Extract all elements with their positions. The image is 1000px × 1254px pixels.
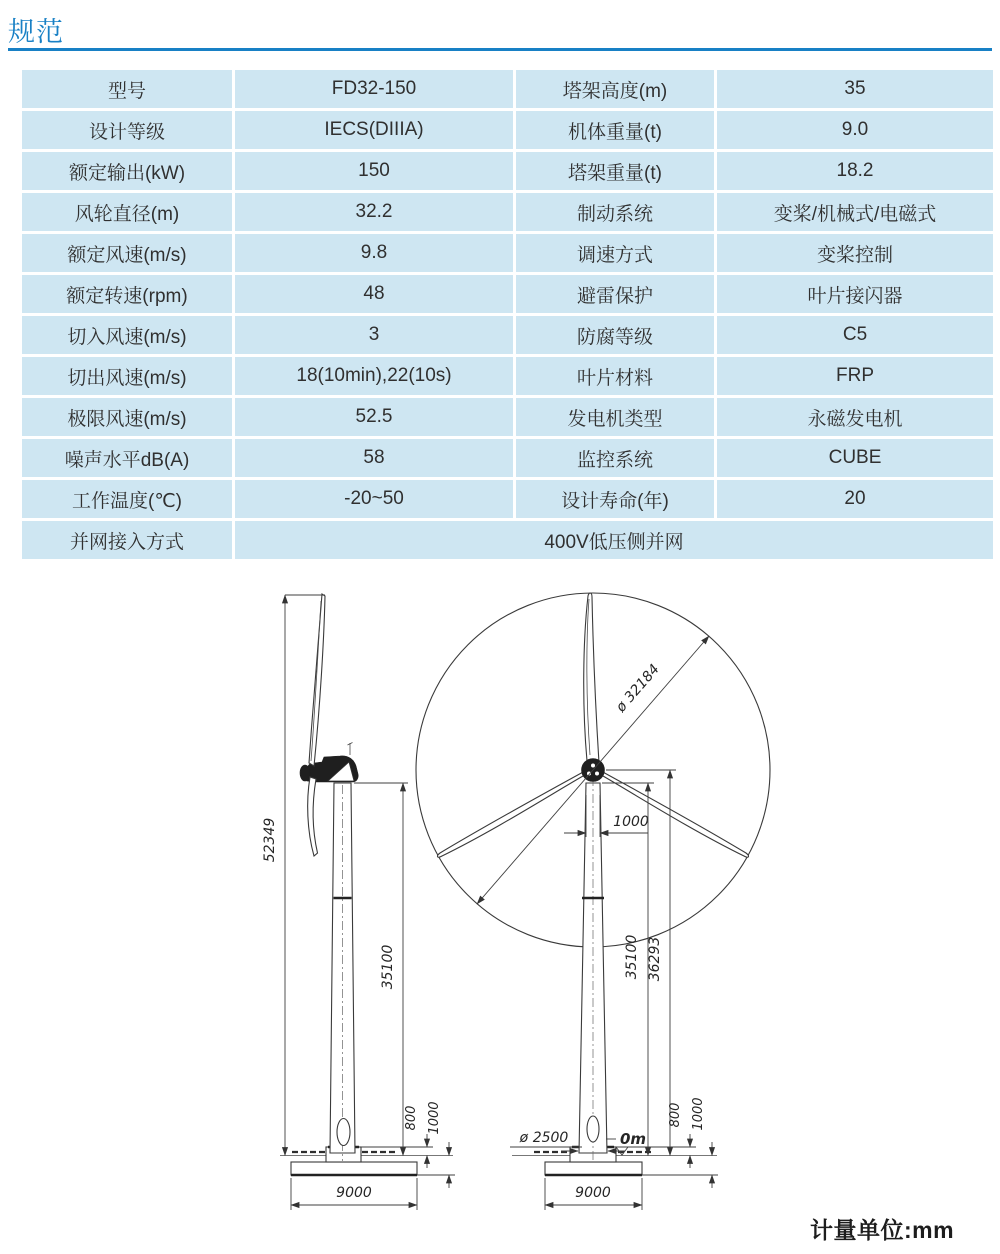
spec-value: 18(10min),22(10s) — [235, 357, 513, 395]
spec-row — [22, 439, 993, 477]
spec-label: 设计寿命(年) — [516, 480, 714, 518]
turbine-technical-drawing — [250, 585, 790, 1215]
dim-label-pedestal-height: 800 — [668, 1102, 683, 1128]
spec-label: 切入风速(m/s) — [22, 316, 232, 354]
spec-label: 设计等级 — [22, 111, 232, 149]
spec-row — [22, 152, 993, 190]
spec-label: 防腐等级 — [516, 316, 714, 354]
spec-label: 监控系统 — [516, 439, 714, 477]
side-view — [262, 594, 455, 1210]
unit-note: 计量单位:mm — [810, 1217, 955, 1243]
spec-row — [22, 70, 993, 108]
blade-left — [438, 771, 585, 857]
spec-label: 叶片材料 — [516, 357, 714, 395]
blade-up — [584, 593, 599, 763]
spec-label: 切出风速(m/s) — [22, 357, 232, 395]
spec-value: C5 — [717, 316, 993, 354]
dim-label-ground-level: 0m — [620, 1130, 647, 1148]
spec-value: 35 — [717, 70, 993, 108]
tower-door — [587, 1116, 599, 1142]
spec-value: CUBE — [717, 439, 993, 477]
dim-label-foundation-width: 9000 — [575, 1185, 611, 1201]
spec-label: 风轮直径(m) — [22, 193, 232, 231]
tower-door — [337, 1119, 350, 1146]
spec-value: 58 — [235, 439, 513, 477]
dim-label-tower-base-diameter: ø 2500 — [519, 1130, 569, 1146]
spec-row — [22, 398, 993, 436]
spec-value: 9.0 — [717, 111, 993, 149]
spec-value-merged: 400V低压侧并网 — [235, 521, 993, 559]
spec-row — [22, 193, 993, 231]
spec-value: FRP — [717, 357, 993, 395]
dim-label-tower-height: 35100 — [624, 934, 640, 980]
spec-label: 机体重量(t) — [516, 111, 714, 149]
dim-label-tower-top-width: 1000 — [613, 814, 649, 830]
tower — [579, 777, 607, 1161]
spec-row — [22, 234, 993, 272]
spec-value: 永磁发电机 — [717, 398, 993, 436]
spec-label: 型号 — [22, 70, 232, 108]
spec-value: 20 — [717, 480, 993, 518]
front-view — [416, 593, 770, 1210]
spec-label: 极限风速(m/s) — [22, 398, 232, 436]
spinner — [300, 765, 310, 781]
spec-label: 制动系统 — [516, 193, 714, 231]
dim-label-total-height: 52349 — [262, 817, 278, 863]
dim-foundation-width — [545, 1178, 642, 1210]
spec-label: 塔架高度(m) — [516, 70, 714, 108]
dim-foundation-depth — [417, 1101, 455, 1188]
spec-table — [19, 67, 996, 562]
spec-row — [22, 275, 993, 313]
title-underline — [8, 48, 992, 51]
dim-foundation-width — [291, 1178, 417, 1210]
blade-down — [308, 777, 318, 856]
spec-label: 并网接入方式 — [22, 521, 232, 559]
spec-value: FD32-150 — [235, 70, 513, 108]
dim-label-tower-height: 35100 — [380, 944, 396, 990]
spec-label: 额定转速(rpm) — [22, 275, 232, 313]
spec-value: 变桨控制 — [717, 234, 993, 272]
spec-label: 塔架重量(t) — [516, 152, 714, 190]
spec-value: 32.2 — [235, 193, 513, 231]
spec-row-merged — [22, 521, 993, 559]
spec-value: 3 — [235, 316, 513, 354]
dim-label-pedestal-height: 800 — [404, 1105, 419, 1131]
spec-label: 额定输出(kW) — [22, 152, 232, 190]
spec-value: 18.2 — [717, 152, 993, 190]
dim-label-foundation-width: 9000 — [336, 1185, 372, 1201]
spec-label: 工作温度(℃) — [22, 480, 232, 518]
spec-label: 发电机类型 — [516, 398, 714, 436]
rotor-blades — [308, 594, 325, 856]
spec-label: 避雷保护 — [516, 275, 714, 313]
spec-row — [22, 480, 993, 518]
dim-label-foundation-depth: 1000 — [427, 1101, 442, 1135]
spec-value: 150 — [235, 152, 513, 190]
spec-label: 噪声水平dB(A) — [22, 439, 232, 477]
spec-value: 52.5 — [235, 398, 513, 436]
spec-row — [22, 357, 993, 395]
spec-value: 叶片接闪器 — [717, 275, 993, 313]
dim-tower-height — [354, 783, 408, 1156]
dim-label-rotor-diameter: ø 32184 — [613, 661, 663, 716]
tower — [330, 783, 355, 1161]
dim-label-hub-height: 36293 — [647, 936, 663, 982]
spec-value: -20~50 — [235, 480, 513, 518]
dim-pedestal-height — [361, 1106, 433, 1168]
spec-value: 变桨/机械式/电磁式 — [717, 193, 993, 231]
dim-tower-top-width — [564, 795, 649, 837]
spec-label: 额定风速(m/s) — [22, 234, 232, 272]
spec-value: 9.8 — [235, 234, 513, 272]
dim-label-foundation-depth: 1000 — [691, 1097, 706, 1131]
spec-row — [22, 316, 993, 354]
spec-row — [22, 111, 993, 149]
blade-up — [309, 594, 325, 766]
spec-value: 48 — [235, 275, 513, 313]
spec-label: 调速方式 — [516, 234, 714, 272]
page-title: 规范 — [8, 17, 64, 47]
spec-value: IECS(DIIIA) — [235, 111, 513, 149]
